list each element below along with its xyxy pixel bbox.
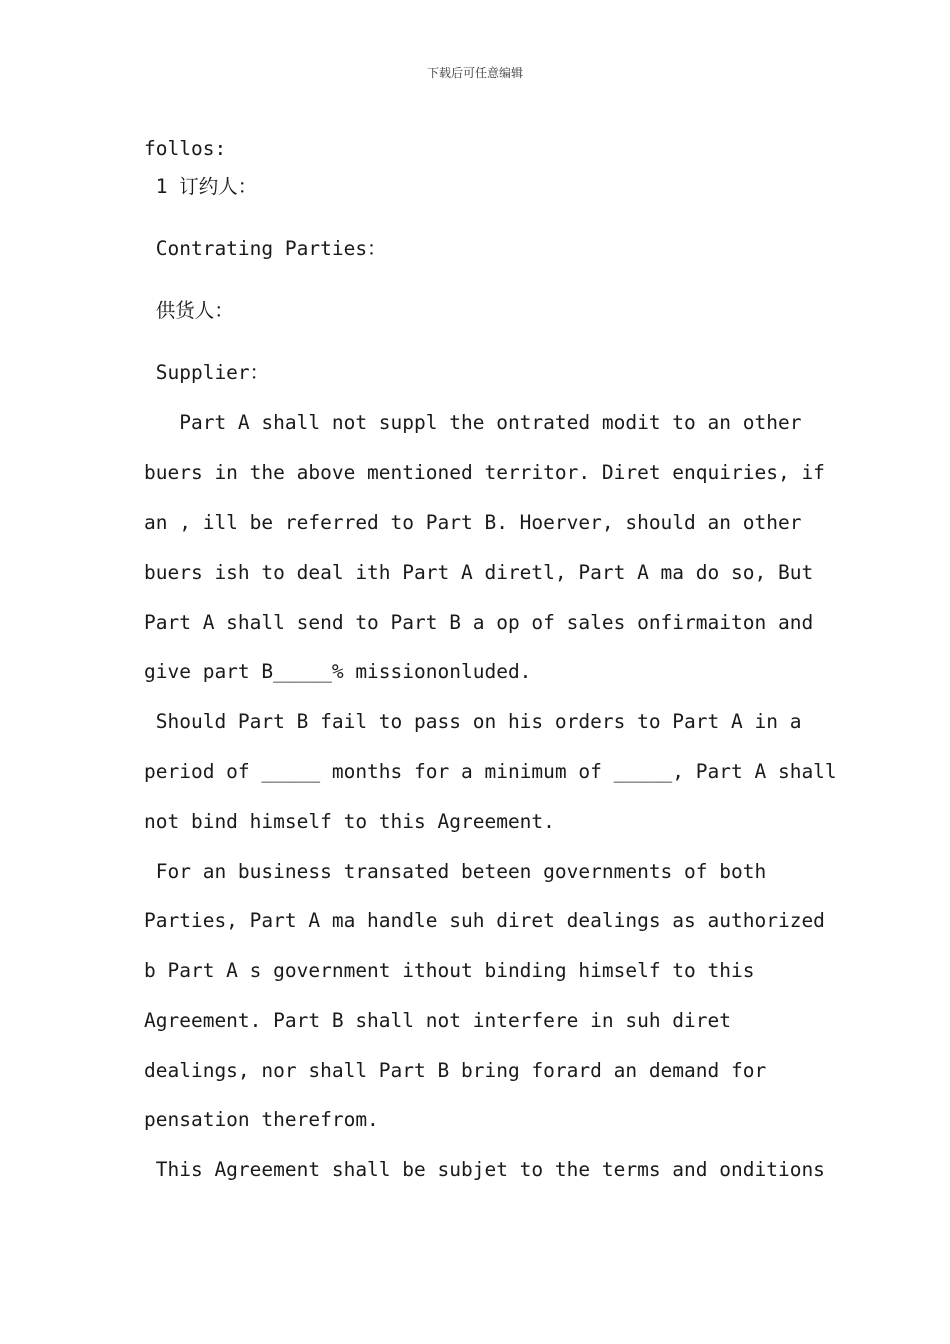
text-line: b Part A s government ithout binding himself to this: [144, 959, 755, 982]
text-line: This Agreement shall be subjet to the terms and onditions: [144, 1158, 825, 1181]
text-line: Part A shall not suppl the ontrated modit to an other: [144, 411, 802, 434]
text-line: an , ill be referred to Part B. Hoerver, should an other: [144, 511, 802, 534]
page-header: 下载后可任意编辑: [426, 66, 523, 80]
text-line: buers in the above mentioned territor. Diret enquiries, if: [144, 461, 825, 484]
text-line: Should Part B fail to pass on his orders to Part A in a: [144, 710, 802, 733]
text-line: pensation therefrom.: [144, 1108, 379, 1131]
text-line: Contrating Parties：: [144, 237, 387, 260]
text-line: Part A shall send to Part B a op of sales onfirmaiton and: [144, 611, 814, 634]
text-line: dealings, nor shall Part B bring forard an demand for: [144, 1059, 767, 1082]
text-line: not bind himself to this Agreement.: [144, 810, 555, 833]
text-line: period of _____ months for a minimum of _____, Part A shall: [144, 760, 837, 783]
text-line: 供货人：: [144, 299, 234, 322]
text-line: give part B_____% missiononluded.: [144, 660, 532, 683]
text-line: Supplier：: [144, 361, 270, 384]
text-line: buers ish to deal ith Part A diretl, Part A ma do so, But: [144, 561, 814, 584]
text-line: Parties, Part A ma handle suh diret dealings as authorized: [144, 909, 825, 932]
text-line: 1 订约人：: [144, 175, 258, 198]
text-line: For an business transated beteen governments of both: [144, 860, 767, 883]
text-line: Agreement. Part B shall not interfere in suh diret: [144, 1009, 731, 1032]
text-line: follos:: [144, 137, 227, 160]
